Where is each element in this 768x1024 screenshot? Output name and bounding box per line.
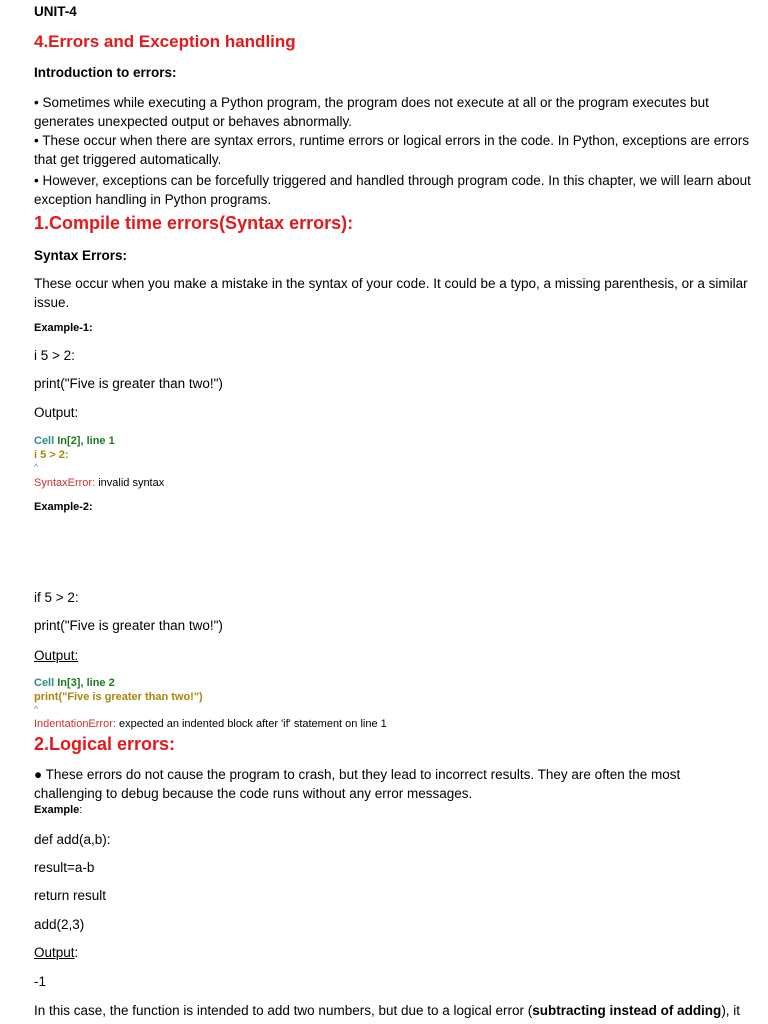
example2-error-line (34, 717, 387, 731)
example1-traceback-cell (34, 434, 115, 448)
example2-code-line-1: if 5 > 2: (34, 590, 79, 605)
logical-code-line-2: result=a-b (34, 860, 95, 875)
indentation-error-name: IndentationError: (34, 718, 116, 730)
section1-title: 1.Compile time errors(Syntax errors): (34, 213, 354, 233)
cell-reference: In[3], line 2 (57, 677, 115, 689)
logical-output-label (34, 943, 78, 962)
syntax-error-message: invalid syntax (98, 477, 165, 489)
closing-paragraph (34, 1001, 740, 1020)
syntax-errors-description: These occur when you make a mistake in the syntax of your code. It could be a typo, a missing parenthesis, or a similar issue. (34, 276, 748, 310)
cell-reference: In[2], line 1 (57, 435, 115, 447)
chapter-title: 4.Errors and Exception handling (34, 32, 296, 51)
example1-output-label: Output: (34, 405, 79, 420)
unit-label: UNIT-4 (34, 4, 77, 19)
intro-bullet-2: • These occur when there are syntax errors, runtime errors or logical errors in the code. In Python, exceptions are errors that get triggered automatically. (34, 133, 750, 167)
logical-errors-bullet: ● These errors do not cause the program to crash, but they lead to incorrect results. They are often the most challenging to debug because the code runs without any error messages. (34, 767, 681, 801)
example-colon: : (79, 804, 83, 816)
closing-text-end: ), it (721, 1003, 741, 1018)
intro-bullet-3: • However, exceptions can be forcefully triggered and handled through program code. In this chapter, we will learn about exception handling in Python programs. (34, 173, 751, 207)
intro-bullet-1: • Sometimes while executing a Python program, the program does not execute at all or the program executes but generates unexpected output or behaves abnormally. (34, 95, 709, 129)
example1-code-line-2: print("Five is greater than two!") (34, 376, 223, 391)
cell-word: Cell (34, 677, 55, 689)
example1-error-line (34, 476, 164, 490)
closing-text-start: In this case, the function is intended to add two numbers, but due to a logical error ( (34, 1003, 533, 1018)
logical-output-value: -1 (34, 974, 47, 989)
logical-code-line-4: add(2,3) (34, 917, 85, 932)
example2-label: Example-2: (34, 501, 93, 513)
logical-code-line-1: def add(a,b): (34, 832, 111, 847)
example2-output-label: Output: (34, 648, 79, 663)
section2-title: 2.Logical errors: (34, 734, 176, 754)
indentation-error-message: expected an indented block after 'if' statement on line 1 (119, 718, 387, 730)
example1-traceback-code: i 5 > 2: (34, 449, 69, 461)
example2-code-line-2: print("Five is greater than two!") (34, 618, 223, 633)
example1-code-line-1: i 5 > 2: (34, 348, 75, 363)
logical-code-line-3: return result (34, 888, 107, 903)
syntax-errors-subheading: Syntax Errors: (34, 248, 128, 263)
output-word: Output (34, 945, 75, 960)
example2-caret: ^ (34, 704, 39, 714)
cell-word: Cell (34, 435, 55, 447)
logical-example-label (34, 804, 82, 816)
example2-traceback-code: print("Five is greater than two!") (34, 691, 203, 703)
intro-heading: Introduction to errors: (34, 65, 177, 80)
closing-text-bold: subtracting instead of adding (532, 1003, 722, 1018)
example1-label: Example-1: (34, 322, 93, 334)
syntax-error-name: SyntaxError: (34, 477, 96, 489)
example1-caret: ^ (34, 462, 39, 472)
output-colon: : (74, 945, 79, 960)
example2-traceback-cell (34, 676, 115, 690)
example-word: Example (34, 804, 80, 816)
